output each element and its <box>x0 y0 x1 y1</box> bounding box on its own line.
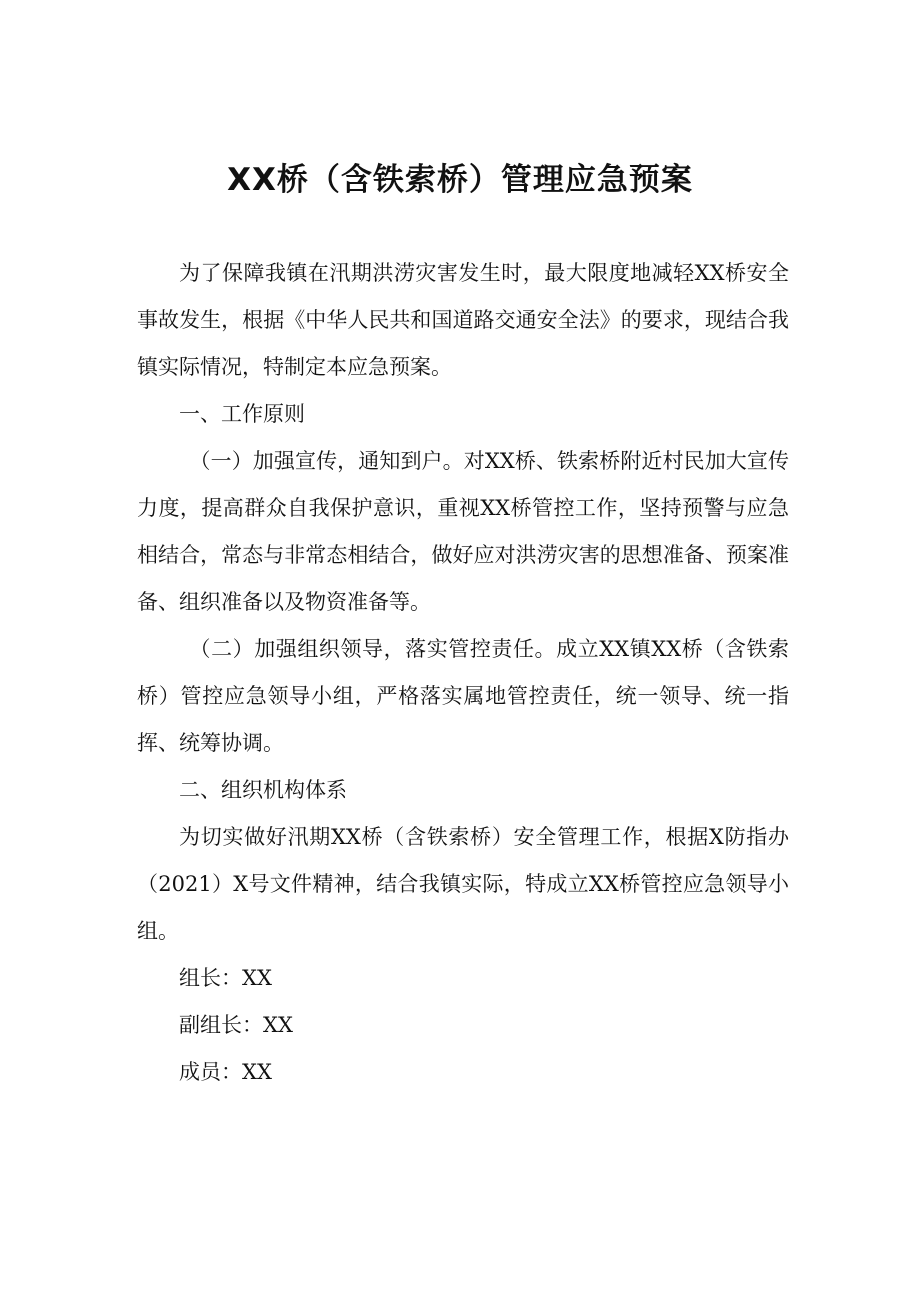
line-group-leader: 组长：XX <box>179 966 272 990</box>
paragraph-principle-1: （一）加强宣传，通知到户。对XX桥、铁索桥附近村民加大宣传力度，提高群众自我保护意识，重视XX桥管控工作，坚持预警与应急相结合，常态与非常态相结合，做好应对洪涝灾害的思想准备、预案准备、组织准备以及物资准备等。 <box>137 449 789 614</box>
paragraph-organization: 为切实做好汛期XX桥（含铁索桥）安全管理工作，根据X防指办（2021）X号文件精神，结合我镇实际，特成立XX桥管控应急领导小组。 <box>137 825 789 943</box>
document-title: XX桥（含铁索桥）管理应急预案 <box>227 162 693 198</box>
document-body <box>137 250 789 1096</box>
paragraph-principle-2: （二）加强组织领导，落实管控责任。成立XX镇XX桥（含铁索桥）管控应急领导小组，严格落实属地管控责任，统一领导、统一指挥、统筹协调。 <box>137 637 789 755</box>
heading-work-principles: 一、工作原则 <box>179 402 305 426</box>
line-members: 成员：XX <box>179 1060 272 1084</box>
heading-organization: 二、组织机构体系 <box>179 778 347 802</box>
paragraph-intro: 为了保障我镇在汛期洪涝灾害发生时，最大限度地减轻XX桥安全事故发生，根据《中华人民共和国道路交通安全法》的要求，现结合我镇实际情况，特制定本应急预案。 <box>137 261 789 379</box>
line-deputy-leader: 副组长：XX <box>179 1013 293 1037</box>
